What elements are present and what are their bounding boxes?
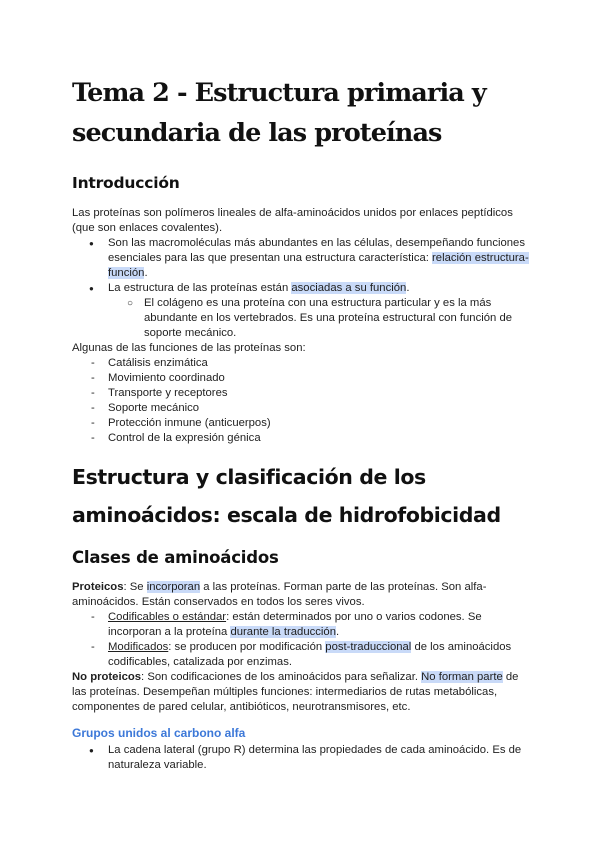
highlight: relación estructura-función [108, 252, 529, 279]
highlight: incorporan [146, 581, 201, 593]
highlight: durante la traducción [230, 626, 336, 638]
list-item: - Modificados: se producen por modificación post-traduccional de los aminoácidos codificables, catalizada por enzimas. [72, 640, 534, 670]
proteicos-list [72, 610, 534, 670]
highlight: asociadas a su función [291, 282, 407, 294]
list-item: - Codificables o estándar: están determinados por uno o varios codones. Se incorporan a la proteína durante la traducción. [72, 610, 534, 640]
list-item: - Protección inmune (anticuerpos) [72, 416, 534, 431]
classes-heading: Clases de aminoácidos [72, 548, 279, 567]
list-item: - Movimiento coordinado [72, 371, 534, 386]
list-item: - Transporte y receptores [72, 386, 534, 401]
classes-body [72, 580, 534, 715]
intro-bullets [72, 236, 534, 341]
list-item: ○ El colágeno es una proteína con una estructura particular y es la más abundante en los vertebrados. Es una proteína estructural con función de soporte mecánico. [72, 296, 534, 341]
intro-heading: Introducción [72, 174, 180, 192]
proteicos-paragraph: Proteicos: Se incorporan a las proteínas. Forman parte de las proteínas. Son alfa-aminoácidos. Están conservados en todos los seres vivos. [72, 581, 487, 608]
functions-list [72, 356, 534, 446]
functions-intro: Algunas de las funciones de las proteínas son: [72, 342, 306, 354]
list-item: - Soporte mecánico [72, 401, 534, 416]
list-item: ● La estructura de las proteínas están asociadas a su función. [72, 281, 534, 296]
section-heading: Estructura y clasificación de los aminoácidos: escala de hidrofobicidad [72, 465, 501, 527]
list-item: - Control de la expresión génica [72, 431, 534, 446]
intro-body [72, 206, 534, 446]
list-item: ● La cadena lateral (grupo R) determina las propiedades de cada aminoácido. Es de naturaleza variable. [72, 743, 534, 773]
page-title: Tema 2 - Estructura primaria y secundaria de las proteínas [72, 78, 486, 148]
no-proteicos-paragraph: No proteicos: Son codificaciones de los aminoácidos para señalizar. No forman parte de las proteínas. Desempeñan múltiples funciones: intermediarios de rutas metabólicas, componentes de pared celular, antibióticos, neurotransmisores, etc. [72, 671, 519, 713]
intro-paragraph: Las proteínas son polímeros lineales de alfa-aminoácidos unidos por enlaces peptídicos (que son enlaces covalentes). [72, 207, 513, 234]
list-item: ● Son las macromoléculas más abundantes en las células, desempeñando funciones esenciales para las que presentan una estructura característica: relación estructura-función. [72, 236, 534, 281]
list-item: - Catálisis enzimática [72, 356, 534, 371]
groups-heading: Grupos unidos al carbono alfa [72, 726, 246, 740]
groups-list [72, 743, 534, 773]
highlight: No forman parte [421, 671, 503, 683]
highlight: post-traduccional [325, 641, 412, 653]
